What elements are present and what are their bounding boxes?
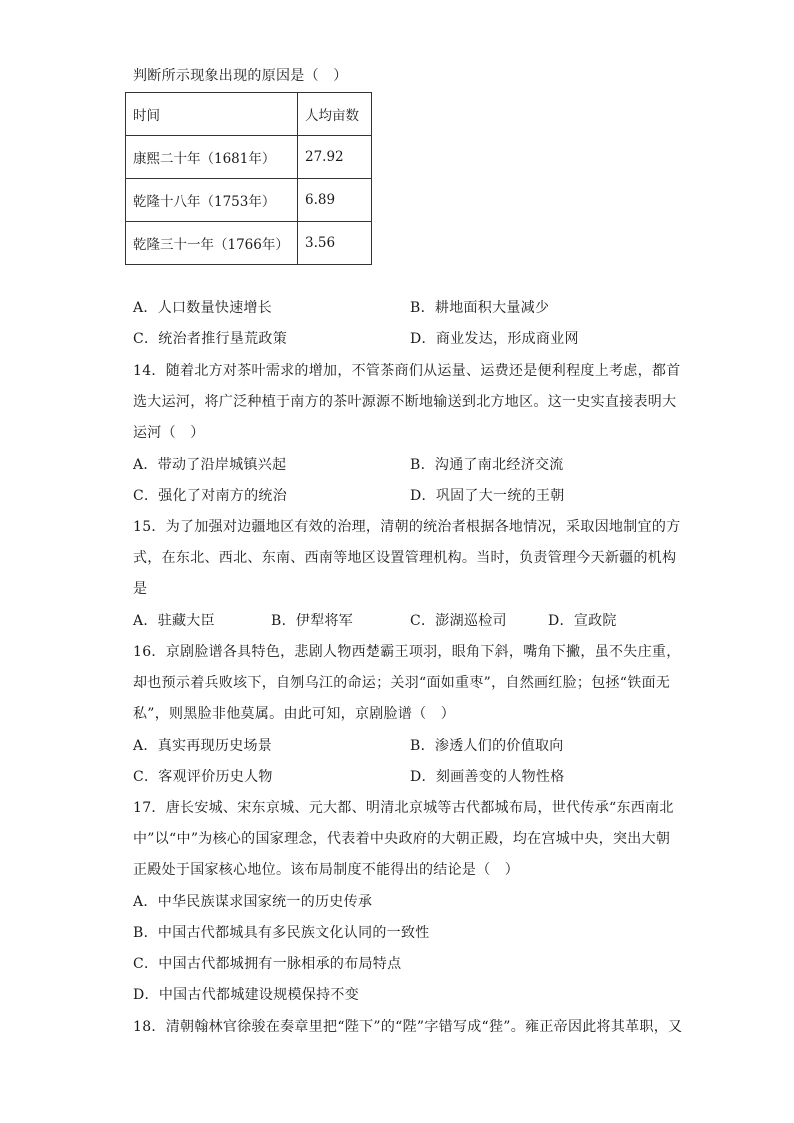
q15-option-c: C．澎湖巡检司 [410,613,507,629]
table-row [126,136,372,179]
q14-stem-line: 运河（ ） [133,425,205,441]
q17-stem-line: 正殿处于国家核心地位。该布局制度不能得出的结论是（ ） [133,862,520,878]
q15-stem-line: 式，在东北、西北、东南、西南等地区设置管理机构。当时，负责管理今天新疆的机构 [133,550,677,566]
q14-option-c: C．强化了对南方的统治 [133,488,288,504]
q17-option-d: D．中国古代都城建设规模保持不变 [133,987,360,1003]
q16-stem-line: 却也预示着兵败垓下，自刎乌江的命运；关羽“面如重枣”，自然画红脸；包拯“铁面无 [133,675,671,691]
q15-stem-line: 是 [133,581,148,597]
q13-option-a: A．人口数量快速增长 [133,300,273,316]
q13-option-d: D．商业发达，形成商业网 [410,331,579,347]
q17-option-b: B．中国古代都城具有多民族文化认同的一致性 [133,925,430,941]
table-cell: 乾隆三十一年（1766年） [126,222,298,265]
q15-option-d: D．宣政院 [548,613,617,629]
question-13-stem: 判断所示现象出现的原因是（ ） [133,68,348,84]
q17-option-c: C．中国古代都城拥有一脉相承的布局特点 [133,956,402,972]
q16-stem-line: 私”，则黑脸非他莫属。由此可知，京剧脸谱（ ） [133,706,456,722]
q15-option-b: B．伊犁将军 [271,613,354,629]
population-land-table [125,92,372,265]
q16-option-c: C．客观评价历史人物 [133,769,273,785]
table-row [126,179,372,222]
q16-stem-line: 16．京剧脸谱各具特色，悲剧人物西楚霸王项羽，眼角下斜，嘴角下撇，虽不失庄重， [133,644,681,660]
q15-stem-line: 15．为了加强对边疆地区有效的治理，清朝的统治者根据各地情况，采取因地制宜的方 [133,519,681,535]
table-row [126,222,372,265]
q16-option-a: A．真实再现历史场景 [133,738,273,754]
q13-option-b: B．耕地面积大量减少 [410,300,550,316]
table-header-acreage: 人均亩数 [298,93,372,136]
q15-option-a: A．驻藏大臣 [133,613,215,629]
q16-option-d: D．刻画善变的人物性格 [410,769,565,785]
table-cell: 6.89 [298,179,372,222]
q17-option-a: A．中华民族谋求国家统一的历史传承 [133,894,373,910]
q17-stem-line: 17．唐长安城、宋东京城、元大都、明清北京城等古代都城布局，世代传承“东西南北 [133,800,674,816]
q14-stem-line: 14．随着北方对茶叶需求的增加，不管茶商们从运量、运费还是便利程度上考虑，都首 [133,363,681,379]
table-cell: 康熙二十年（1681年） [126,136,298,179]
table-cell: 3.56 [298,222,372,265]
table-header-row [126,93,372,136]
q14-option-a: A．带动了沿岸城镇兴起 [133,457,287,473]
table-cell: 27.92 [298,136,372,179]
q14-option-d: D．巩固了大一统的王朝 [410,488,565,504]
q13-option-c: C．统治者推行垦荒政策 [133,331,288,347]
q14-option-b: B．沟通了南北经济交流 [410,457,564,473]
table-cell: 乾隆十八年（1753年） [126,179,298,222]
q14-stem-line: 选大运河，将广泛种植于南方的茶叶源源不断地输送到北方地区。这一史实直接表明大 [133,394,677,410]
table-header-time: 时间 [126,93,298,136]
q18-stem-line: 18．清朝翰林官徐骏在奏章里把“陛下”的“陛”字错写成“狴”。雍正帝因此将其革职，又 [133,1019,683,1035]
q16-option-b: B．渗透人们的价值取向 [410,738,564,754]
q17-stem-line: 中”以“中”为核心的国家理念，代表着中央政府的大朝正殿，均在宫城中央，突出大朝 [133,831,671,847]
